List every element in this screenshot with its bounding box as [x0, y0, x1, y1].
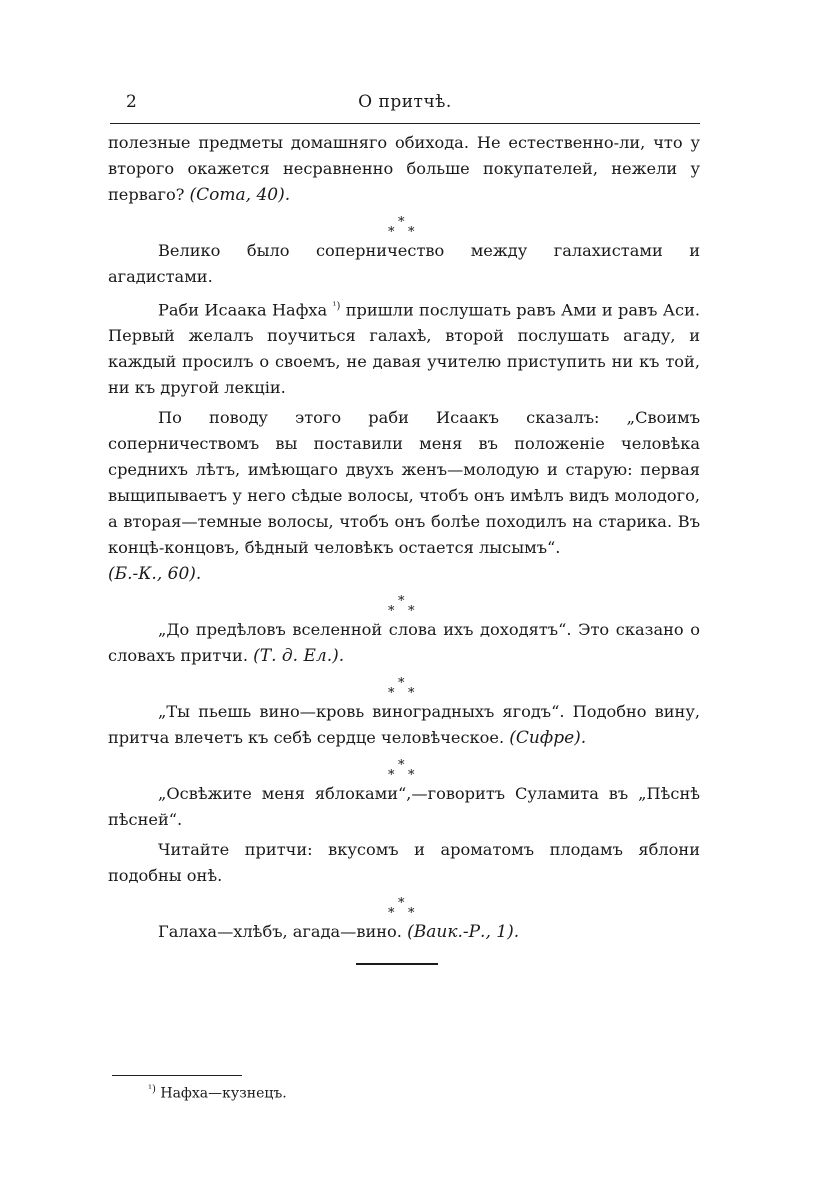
asterism-divider [374, 671, 434, 702]
asterism-divider [374, 210, 434, 238]
asterisk: * [388, 686, 395, 702]
paragraph-text: Раби Исаака Нафха [158, 300, 333, 320]
paragraph-text: „Ты пьешь вино—кровь виноградныхъ ягодъ“. Подобно вину, притча влечетъ къ себѣ сердце человѣческое. [108, 702, 700, 748]
source-citation: (Т. д. Ел.). [253, 646, 345, 667]
asterisk: * [388, 225, 395, 240]
asterisk: * [398, 758, 405, 774]
paragraph-text: „До предѣловъ вселенной слова ихъ доходятъ“. Это сказано о словахъ притчи. [108, 620, 700, 666]
source-citation: (Сифре). [509, 728, 587, 749]
paragraph [108, 294, 700, 401]
asterisk: * [408, 906, 415, 922]
source-citation: (Б.-К., 60). [108, 564, 202, 585]
asterisk: * [408, 604, 415, 620]
page-number: 2 [126, 92, 137, 112]
paragraph [108, 130, 700, 208]
asterisk: * [388, 768, 395, 784]
asterisk: * [398, 594, 405, 610]
paragraph-text: полезные предметы домашняго обихода. Не естественно-ли, что у второго окажется несравненно больше покупателей, нежели у перваго? [108, 133, 700, 204]
paragraph: По поводу этого раби Исаакъ сказалъ: „Своимъ соперничествомъ вы поставили меня въ положеніе человѣка среднихъ лѣтъ, имѣющаго двухъ женъ—молодую и старую: первая выщипываетъ у него сѣдые волосы, чтобъ онъ имѣлъ видъ молодого, а вторая—темные волосы, чтобъ онъ болѣе походилъ на старика. Въ концѣ-концовъ, бѣдный человѣкъ остается лысымъ“. [108, 408, 700, 558]
footnote [148, 1084, 287, 1102]
source-citation: (Ваик.-Р., 1). [407, 922, 520, 943]
paragraph-text: пришли послушать равъ Ами и равъ Аси. Первый желалъ поучиться галахѣ, второй послушать агаду, и каждый просилъ о своемъ, не давая учителю приступить ни къ той, ни къ другой лекціи. [108, 300, 701, 398]
body-text [108, 130, 700, 945]
paragraph-text: Галаха—хлѣбъ, агада—вино. [158, 922, 408, 942]
footnote-ref: ¹) [332, 301, 341, 312]
asterisk: * [408, 686, 415, 702]
asterisk: * [408, 225, 415, 240]
footnote-text: Нафха—кузнецъ. [155, 1085, 287, 1102]
paragraph: Велико было соперничество между галахистами и агадистами. [108, 241, 700, 286]
paragraph [108, 617, 700, 669]
asterisk: * [408, 768, 415, 784]
paragraph [108, 919, 700, 945]
asterism-divider [374, 891, 434, 922]
asterism-divider [374, 589, 434, 620]
asterisk: * [398, 215, 405, 230]
footnote-rule [112, 1075, 242, 1076]
paragraph [108, 699, 700, 751]
page-header [110, 92, 700, 120]
source-citation: (Сота, 40). [189, 185, 291, 205]
asterisk: * [388, 906, 395, 922]
asterism-divider [374, 753, 434, 784]
paragraph: „Освѣжите меня яблоками“,—говоритъ Суламита въ „Пѣснѣ пѣсней“. [108, 784, 700, 830]
asterisk: * [398, 896, 405, 912]
running-title: О притчѣ. [358, 92, 452, 112]
header-rule [110, 123, 700, 124]
asterisk: * [388, 604, 395, 620]
section-end-rule [356, 963, 438, 965]
paragraph: Читайте притчи: вкусомъ и ароматомъ плодамъ яблони подобны онѣ. [108, 840, 700, 886]
footnote-marker: ¹) [148, 1084, 156, 1095]
asterisk: * [398, 676, 405, 692]
